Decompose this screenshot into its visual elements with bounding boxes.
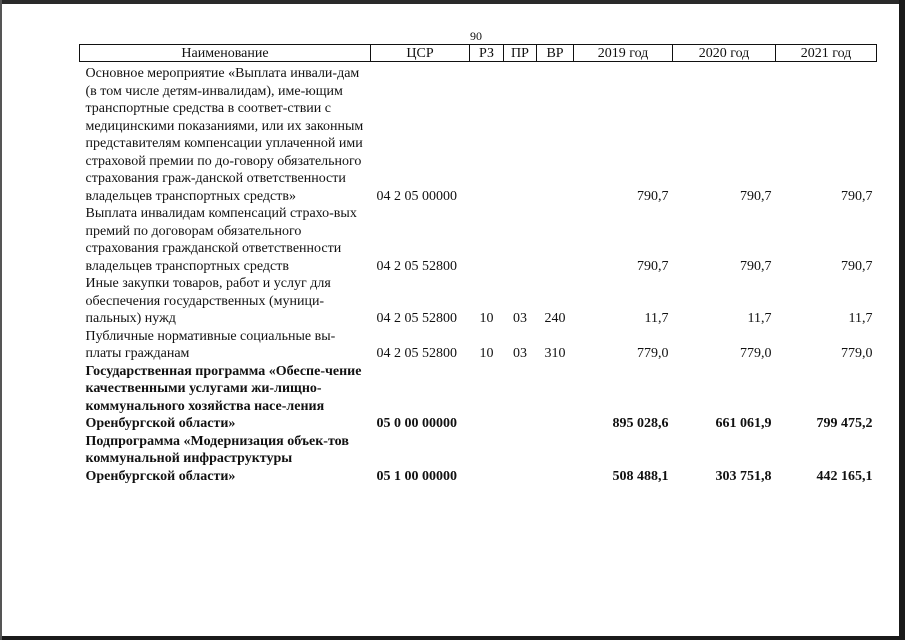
row-2020: 779,0 bbox=[740, 346, 772, 361]
header-row bbox=[80, 45, 877, 62]
row-vr: 240 bbox=[544, 311, 566, 326]
row-2019: 11,7 bbox=[644, 311, 669, 326]
row-name: Основное мероприятие «Выплата инвали-дам (в том числе детям-инвалидам), име-ющим транспортные средства в соответ-ствии с медицинскими показаниями, или их законным представителям компенсации уплаченной ими страховой премии по до-говору обязательного страхования граж-данской ответственности владельцев транспортных средств» bbox=[85, 66, 364, 204]
row-rz bbox=[470, 62, 504, 206]
header-2020: 2020 год bbox=[673, 45, 776, 62]
header-csr: ЦСР bbox=[371, 45, 470, 62]
row-pr bbox=[504, 363, 537, 433]
row-2019: 790,7 bbox=[637, 258, 669, 274]
header-2019: 2019 год bbox=[574, 45, 673, 62]
row-2021: 779,0 bbox=[841, 346, 873, 361]
row-csr: 04 2 05 52800 bbox=[376, 346, 457, 361]
table-row bbox=[80, 275, 877, 328]
table-row bbox=[80, 363, 877, 433]
scan-border-right bbox=[899, 0, 905, 640]
row-2020: 11,7 bbox=[747, 311, 772, 326]
row-2021: 790,7 bbox=[841, 188, 873, 204]
row-2019: 895 028,6 bbox=[612, 416, 669, 431]
row-csr: 04 2 05 52800 bbox=[376, 311, 457, 326]
table-row bbox=[80, 62, 877, 206]
table-body bbox=[80, 62, 877, 486]
row-2020: 790,7 bbox=[740, 188, 772, 204]
row-pr bbox=[504, 205, 537, 275]
header-vr: ВР bbox=[537, 45, 574, 62]
row-2021: 790,7 bbox=[841, 258, 873, 274]
row-name: Выплата инвалидам компенсаций страхо-вых премий по договорам обязательного страхования гражданской ответственности владельцев транспортных средств bbox=[85, 206, 357, 274]
row-csr: 04 2 05 52800 bbox=[376, 258, 457, 274]
row-csr: 04 2 05 00000 bbox=[376, 188, 457, 204]
row-rz bbox=[470, 363, 504, 433]
row-2021: 442 165,1 bbox=[816, 468, 873, 484]
row-pr bbox=[504, 62, 537, 206]
row-2019: 508 488,1 bbox=[612, 468, 669, 484]
row-name: Государственная программа «Обеспе-чение качественными услугами жи-лищно-коммунального хозяйства насе-ления Оренбургской области» bbox=[85, 363, 362, 431]
header-pr: ПР bbox=[504, 45, 537, 62]
row-vr bbox=[537, 433, 574, 486]
row-name: Иные закупки товаров, работ и услуг для обеспечения государственных (муници-пальных) нужд bbox=[85, 276, 331, 326]
row-pr: 03 bbox=[513, 311, 527, 326]
table-row bbox=[80, 328, 877, 363]
row-vr bbox=[537, 363, 574, 433]
page-number: 90 bbox=[470, 29, 482, 43]
row-name: Подпрограмма «Модернизация объек-тов коммунальной инфраструктуры Оренбургской области» bbox=[85, 433, 349, 484]
table-row bbox=[80, 433, 877, 486]
row-2020: 790,7 bbox=[740, 258, 772, 274]
row-rz bbox=[470, 433, 504, 486]
row-2021: 799 475,2 bbox=[816, 416, 873, 431]
row-2019: 790,7 bbox=[637, 188, 669, 204]
row-vr: 310 bbox=[544, 346, 566, 361]
row-csr: 05 0 00 00000 bbox=[376, 416, 457, 431]
row-vr bbox=[537, 62, 574, 206]
scan-border-top bbox=[0, 0, 905, 4]
table-header bbox=[80, 45, 877, 62]
row-2021: 11,7 bbox=[848, 311, 873, 326]
header-rz: РЗ bbox=[470, 45, 504, 62]
row-pr bbox=[504, 433, 537, 486]
row-rz: 10 bbox=[479, 311, 494, 326]
budget-table bbox=[79, 44, 877, 485]
row-name: Публичные нормативные социальные вы-платы гражданам bbox=[85, 328, 336, 361]
header-2021: 2021 год bbox=[776, 45, 877, 62]
row-2019: 779,0 bbox=[637, 346, 669, 361]
scan-border-bottom bbox=[0, 636, 905, 640]
scan-border-left bbox=[0, 0, 2, 640]
header-name: Наименование bbox=[80, 45, 371, 62]
row-rz: 10 bbox=[479, 346, 494, 361]
row-rz bbox=[470, 205, 504, 275]
row-2020: 303 751,8 bbox=[715, 468, 772, 484]
row-csr: 05 1 00 00000 bbox=[376, 468, 457, 484]
table-row bbox=[80, 205, 877, 275]
row-pr: 03 bbox=[513, 346, 527, 361]
row-2020: 661 061,9 bbox=[715, 416, 772, 431]
row-vr bbox=[537, 205, 574, 275]
